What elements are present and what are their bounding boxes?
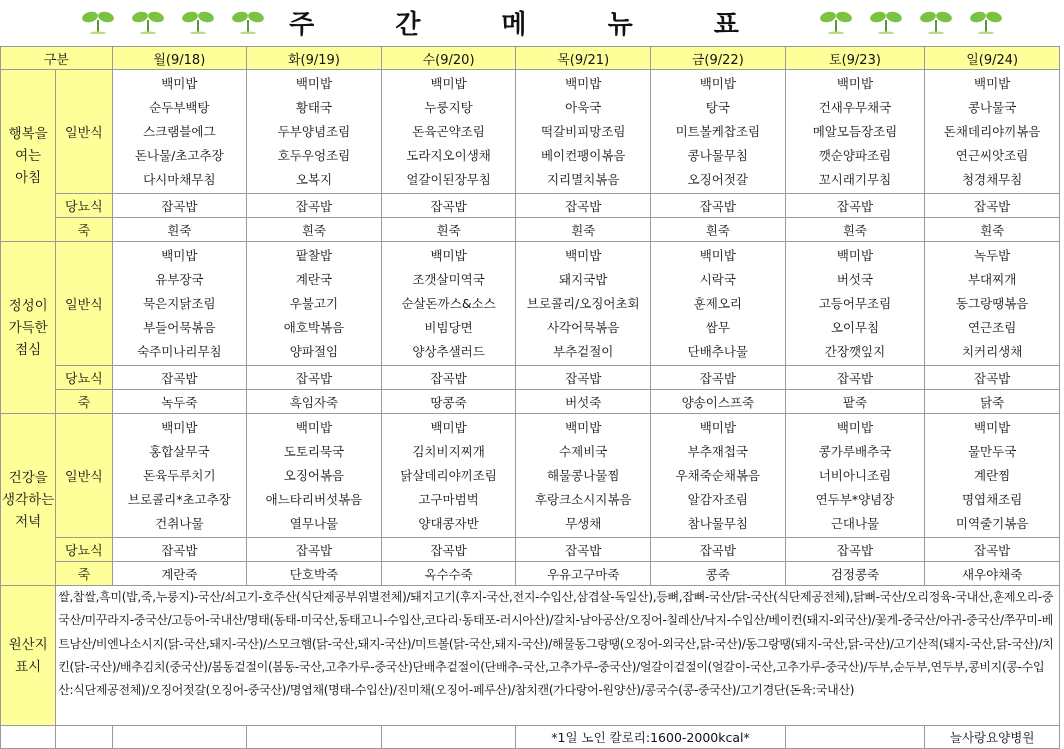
- porridge-item: 흰죽: [112, 218, 247, 242]
- menu-item: 훈제오리: [693, 295, 742, 311]
- porridge-item: 계란죽: [112, 562, 247, 586]
- menu-item: 호두우엉조림: [277, 147, 351, 163]
- porridge-item: 흰죽: [925, 218, 1060, 242]
- sprout-decoration-right: [818, 8, 1004, 34]
- menu-item: 숙주미나리무침: [137, 343, 222, 359]
- origin-label-line: 표시: [15, 658, 42, 675]
- menu-item: 스크램블에그: [143, 123, 216, 139]
- menu-item: 연근씨앗조림: [955, 147, 1029, 163]
- menu-item: 후랑크소시지볶음: [534, 491, 632, 507]
- day-menu-cell: [112, 242, 247, 366]
- day-menu-cell: [651, 242, 786, 366]
- title-bar: [0, 0, 1064, 46]
- menu-item: 백미밥: [295, 75, 333, 91]
- diabetic-item: 잡곡밥: [381, 366, 516, 390]
- diabetic-item: 잡곡밥: [381, 194, 516, 218]
- menu-item: 미트볼케찹조림: [675, 123, 761, 139]
- menu-item: 백미밥: [430, 419, 467, 435]
- meal-name-line: 행복을: [8, 125, 48, 142]
- general-label: 일반식: [56, 414, 112, 538]
- diabetic-label: 당뇨식: [56, 366, 112, 390]
- porridge-item: 흰죽: [651, 218, 786, 242]
- menu-item: 오이무침: [830, 319, 880, 335]
- day-menu-cell: [112, 70, 247, 194]
- footer-blank: [56, 726, 112, 749]
- menu-item: 얼갈이된장무침: [406, 171, 491, 187]
- day-header: 목(9/21): [516, 47, 651, 70]
- menu-item: 아욱국: [565, 99, 602, 115]
- menu-item: 다시마채무침: [143, 171, 216, 187]
- menu-item: 김치비지찌개: [412, 443, 485, 459]
- sprout-icon: [868, 8, 904, 34]
- day-header: 토(9/23): [785, 47, 925, 70]
- menu-item: 오징어젓갈: [687, 171, 749, 187]
- menu-item: 백미밥: [974, 75, 1011, 91]
- menu-item: 부추재첩국: [687, 443, 749, 459]
- diabetic-item: 잡곡밥: [247, 538, 382, 562]
- menu-item: 브로콜리/오징어초회: [526, 295, 640, 311]
- menu-item: 쌈무: [705, 319, 730, 335]
- porridge-item: 흑임자죽: [247, 390, 382, 414]
- footer-blank: [785, 726, 925, 749]
- weekly-menu-table: [0, 46, 1060, 749]
- porridge-item: 흰죽: [785, 218, 925, 242]
- menu-item: 닭살데리야끼조림: [400, 467, 497, 483]
- sprout-icon: [968, 8, 1004, 34]
- menu-item: 백미밥: [565, 419, 602, 435]
- meal-name-line: 건강을: [8, 469, 48, 486]
- porridge-item: 흰죽: [516, 218, 651, 242]
- menu-item: 양상추샐러드: [412, 343, 485, 359]
- menu-item: 백미밥: [161, 247, 198, 263]
- diabetic-item: 잡곡밥: [112, 366, 247, 390]
- day-menu-cell: [651, 70, 786, 194]
- day-menu-cell: [381, 242, 516, 366]
- menu-item: 브로콜리*초고추장: [127, 491, 231, 507]
- meal-general-row: [1, 70, 1060, 194]
- menu-item: 백미밥: [836, 419, 874, 435]
- menu-item: 조갯살미역국: [412, 271, 485, 287]
- day-menu-cell: [516, 414, 651, 538]
- porridge-item: 새우야채죽: [925, 562, 1060, 586]
- menu-item: 황태국: [295, 99, 333, 115]
- menu-item: 치커리생채: [961, 343, 1023, 359]
- menu-item: 우불고기: [289, 295, 339, 311]
- menu-item: 물만두국: [967, 443, 1017, 459]
- menu-item: 백미밥: [836, 75, 874, 91]
- menu-item: 돼지국밥: [559, 271, 608, 287]
- menu-item: 팥찰밥: [295, 247, 333, 263]
- diabetic-item: 잡곡밥: [785, 538, 925, 562]
- calorie-note: *1일 노인 칼로리:1600-2000kcal*: [516, 726, 785, 749]
- menu-item: 건새우무채국: [818, 99, 892, 115]
- porridge-item: 닭죽: [925, 390, 1060, 414]
- diabetic-item: 잡곡밥: [925, 538, 1060, 562]
- menu-item: 근대나물: [830, 515, 880, 531]
- menu-item: 백미밥: [565, 75, 602, 91]
- menu-item: 돈나물/초고추장: [134, 147, 224, 163]
- porridge-label: 죽: [56, 562, 112, 586]
- menu-item: 참나물무침: [687, 515, 749, 531]
- diabetic-item: 잡곡밥: [112, 194, 247, 218]
- diabetic-item: 잡곡밥: [925, 366, 1060, 390]
- menu-item: 백미밥: [699, 419, 736, 435]
- menu-item: 순살돈까스&소스: [401, 295, 496, 311]
- menu-item: 동그랑땡볶음: [955, 295, 1029, 311]
- day-menu-cell: [925, 70, 1060, 194]
- menu-item: 비빔당면: [424, 319, 473, 335]
- porridge-label: 죽: [56, 218, 112, 242]
- sprout-icon: [818, 8, 854, 34]
- meal-name: [1, 242, 56, 414]
- menu-item: 우채죽순채볶음: [675, 467, 761, 483]
- porridge-item: 팥죽: [785, 390, 925, 414]
- menu-item: 청경채무침: [961, 171, 1023, 187]
- menu-item: 간장깻잎지: [824, 343, 886, 359]
- diabetic-item: 잡곡밥: [785, 366, 925, 390]
- diabetic-row: [1, 366, 1060, 390]
- general-label: 일반식: [56, 242, 112, 366]
- menu-item: 너비아니조림: [818, 467, 892, 483]
- menu-item: 콩나물국: [967, 99, 1017, 115]
- menu-item: 열무나물: [289, 515, 339, 531]
- menu-item: 떡갈비피망조림: [540, 123, 626, 139]
- day-menu-cell: [785, 242, 925, 366]
- footer-blank: [1, 726, 56, 749]
- day-header: 월(9/18): [112, 47, 247, 70]
- day-menu-cell: [247, 242, 382, 366]
- menu-item: 지리멸치볶음: [546, 171, 620, 187]
- menu-item: 건취나물: [155, 515, 204, 531]
- menu-item: 고등어무조림: [818, 295, 892, 311]
- menu-item: 순두부백탕: [149, 99, 210, 115]
- meal-name-line: 아침: [15, 169, 42, 186]
- menu-item: 해물콩나물찜: [546, 467, 620, 483]
- menu-item: 알감자조림: [687, 491, 749, 507]
- porridge-item: 버섯죽: [516, 390, 651, 414]
- menu-item: 유부장국: [155, 271, 204, 287]
- porridge-row: [1, 562, 1060, 586]
- diabetic-item: 잡곡밥: [785, 194, 925, 218]
- menu-item: 백미밥: [161, 75, 198, 91]
- day-header: 수(9/20): [381, 47, 516, 70]
- menu-item: 백미밥: [974, 419, 1011, 435]
- menu-item: 콩나물무침: [687, 147, 749, 163]
- day-menu-cell: [516, 242, 651, 366]
- porridge-item: 우유고구마죽: [516, 562, 651, 586]
- meal-name: [1, 414, 56, 586]
- day-menu-cell: [247, 70, 382, 194]
- menu-item: 시락국: [699, 271, 736, 287]
- header-row: [1, 47, 1060, 70]
- menu-item: 애느타리버섯볶음: [265, 491, 363, 507]
- porridge-item: 흰죽: [381, 218, 516, 242]
- menu-item: 누룽지탕: [424, 99, 473, 115]
- footer-blank: [381, 726, 516, 749]
- day-menu-cell: [381, 414, 516, 538]
- menu-item: 단배추나물: [687, 343, 749, 359]
- menu-item: 양파절임: [289, 343, 339, 359]
- diabetic-item: 잡곡밥: [112, 538, 247, 562]
- menu-item: 백미밥: [836, 247, 874, 263]
- menu-item: 두부양념조림: [277, 123, 351, 139]
- diabetic-label: 당뇨식: [56, 538, 112, 562]
- menu-item: 명엽채조림: [961, 491, 1023, 507]
- meal-name-line: 여는: [15, 147, 42, 164]
- menu-item: 오복지: [295, 171, 333, 187]
- menu-item: 베이컨팽이볶음: [540, 147, 626, 163]
- diabetic-item: 잡곡밥: [381, 538, 516, 562]
- porridge-item: 단호박죽: [247, 562, 382, 586]
- menu-item: 연근조림: [967, 319, 1017, 335]
- diabetic-label: 당뇨식: [56, 194, 112, 218]
- menu-item: 도라지오이생채: [406, 147, 491, 163]
- diabetic-item: 잡곡밥: [651, 366, 786, 390]
- menu-item: 백미밥: [699, 247, 736, 263]
- diabetic-item: 잡곡밥: [925, 194, 1060, 218]
- page-title: 주 간 메 뉴 표: [289, 10, 775, 40]
- porridge-item: 흰죽: [247, 218, 382, 242]
- menu-item: 양대콩자반: [418, 515, 479, 531]
- menu-item: 부들어묵볶음: [143, 319, 216, 335]
- meal-name-line: 점심: [15, 341, 42, 358]
- day-menu-cell: [112, 414, 247, 538]
- menu-item: 백미밥: [161, 419, 198, 435]
- diabetic-item: 잡곡밥: [651, 538, 786, 562]
- menu-item: 미역줄기볶음: [955, 515, 1029, 531]
- menu-item: 백미밥: [430, 75, 467, 91]
- day-menu-cell: [516, 70, 651, 194]
- category-header: 구분: [1, 47, 113, 70]
- porridge-item: 콩죽: [651, 562, 786, 586]
- general-label: 일반식: [56, 70, 112, 194]
- day-header: 일(9/24): [925, 47, 1060, 70]
- meal-general-row: [1, 414, 1060, 538]
- meal-name: [1, 70, 56, 242]
- porridge-label: 죽: [56, 390, 112, 414]
- diabetic-row: [1, 194, 1060, 218]
- day-menu-cell: [381, 70, 516, 194]
- menu-item: 버섯국: [836, 271, 874, 287]
- menu-item: 도토리묵국: [283, 443, 345, 459]
- origin-text: 쌀,찹쌀,흑미(밥,죽,누룽지)-국산/쇠고기-호주산(식단제공부위별전체)/돼지고기(후지-국산,전지-수입산,삼겹살-독일산),등뼈,잡뼈-국산/닭-국산(식단제공전체),닭뼈-국산/오리정육-국내산,훈제오리-중국산/미꾸라지-중국산/고등어-국내산/명태(동태-미국산,동태고니-수입산,코다리·동태포-러시아산)/갈치-남아공산/오징어-칠레산/낙지-수입산/베이컨(돼지-외국산)/꽃게-중국산/아귀-중국산/쭈꾸미-베트남산/비엔나소시지(닭-국산,돼지-국산)/스모크햄(닭-국산,돼지-국산)/미트볼(닭-국산,돼지-국산)/해물동그랑땡(오징어-외국산,닭-국산)/동그랑땡(돼지-국산,닭-국산)/고기산적(돼지-국산,닭-국산)/치킨(닭-국산)/배추김치(중국산)/봄동겉절이(봄동-국산,고추가루-중국산)단배추겉절이(단배추-국산,고추가루-중국산)/얼갈이겉절이(얼갈이-국산,고추가루-중국산)/두부,순두부,연두부,콩비지(콩-수입산:식단제공전체)/오징어젓갈(오징어-중국산)/명엽채(명태-수입산)/진미채(오징어-페루산)/참치캔(가다랑어-원양산)/콩국수(콩-중국산)/고기경단(돈육:국내산): [56, 586, 1060, 726]
- meal-name-line: 정성이: [8, 297, 48, 314]
- day-header: 화(9/19): [247, 47, 382, 70]
- menu-item: 무생채: [565, 515, 602, 531]
- meal-name-line: 가득한: [8, 319, 48, 336]
- day-header: 금(9/22): [651, 47, 786, 70]
- menu-item: 녹두밥: [974, 247, 1011, 263]
- menu-item: 백미밥: [295, 419, 333, 435]
- day-menu-cell: [925, 414, 1060, 538]
- menu-item: 콩가루배추국: [818, 443, 892, 459]
- menu-item: 사각어묵볶음: [546, 319, 620, 335]
- menu-item: 백미밥: [699, 75, 736, 91]
- diabetic-item: 잡곡밥: [516, 194, 651, 218]
- day-menu-cell: [651, 414, 786, 538]
- menu-item: 깻순양파조림: [818, 147, 892, 163]
- menu-item: 돈육두루치기: [143, 467, 216, 483]
- menu-item: 수제비국: [559, 443, 608, 459]
- meal-name-line: 저녁: [15, 513, 42, 530]
- day-menu-cell: [247, 414, 382, 538]
- menu-item: 계란찜: [974, 467, 1011, 483]
- diabetic-item: 잡곡밥: [516, 366, 651, 390]
- menu-item: 부추겉절이: [553, 343, 614, 359]
- footer-row: [1, 726, 1060, 749]
- day-menu-cell: [925, 242, 1060, 366]
- origin-label: [1, 586, 56, 726]
- diabetic-item: 잡곡밥: [247, 366, 382, 390]
- origin-label-line: 원산지: [8, 636, 48, 653]
- menu-item: 묵은지닭조림: [143, 295, 216, 311]
- menu-item: 꼬시래기무침: [818, 171, 892, 187]
- menu-item: 오징어볶음: [283, 467, 345, 483]
- diabetic-row: [1, 538, 1060, 562]
- menu-item: 연두부*양념장: [815, 491, 895, 507]
- menu-item: 백미밥: [565, 247, 602, 263]
- porridge-item: 검정콩죽: [785, 562, 925, 586]
- organization-name: 늘사랑요양병원: [925, 726, 1060, 749]
- menu-item: 부대찌개: [967, 271, 1017, 287]
- menu-item: 계란국: [295, 271, 333, 287]
- menu-item: 백미밥: [430, 247, 467, 263]
- diabetic-item: 잡곡밥: [247, 194, 382, 218]
- porridge-row: [1, 390, 1060, 414]
- origin-row: [1, 586, 1060, 726]
- menu-item: 애호박볶음: [283, 319, 345, 335]
- menu-item: 돈채데리야끼볶음: [943, 123, 1041, 139]
- meal-name-line: 생각하는: [2, 491, 55, 508]
- porridge-item: 녹두죽: [112, 390, 247, 414]
- diabetic-item: 잡곡밥: [651, 194, 786, 218]
- diabetic-item: 잡곡밥: [516, 538, 651, 562]
- footer-blank: [112, 726, 247, 749]
- porridge-item: 땅콩죽: [381, 390, 516, 414]
- day-menu-cell: [785, 70, 925, 194]
- porridge-row: [1, 218, 1060, 242]
- sprout-icon: [918, 8, 954, 34]
- day-menu-cell: [785, 414, 925, 538]
- menu-item: 메알모듬장조림: [812, 123, 898, 139]
- menu-item: 돈육곤약조림: [412, 123, 485, 139]
- menu-item: 탕국: [705, 99, 730, 115]
- menu-item: 고구마범벅: [418, 491, 479, 507]
- meal-general-row: [1, 242, 1060, 366]
- menu-item: 홍합살무국: [149, 443, 210, 459]
- porridge-item: 양송이스프죽: [651, 390, 786, 414]
- footer-blank: [247, 726, 382, 749]
- porridge-item: 옥수수죽: [381, 562, 516, 586]
